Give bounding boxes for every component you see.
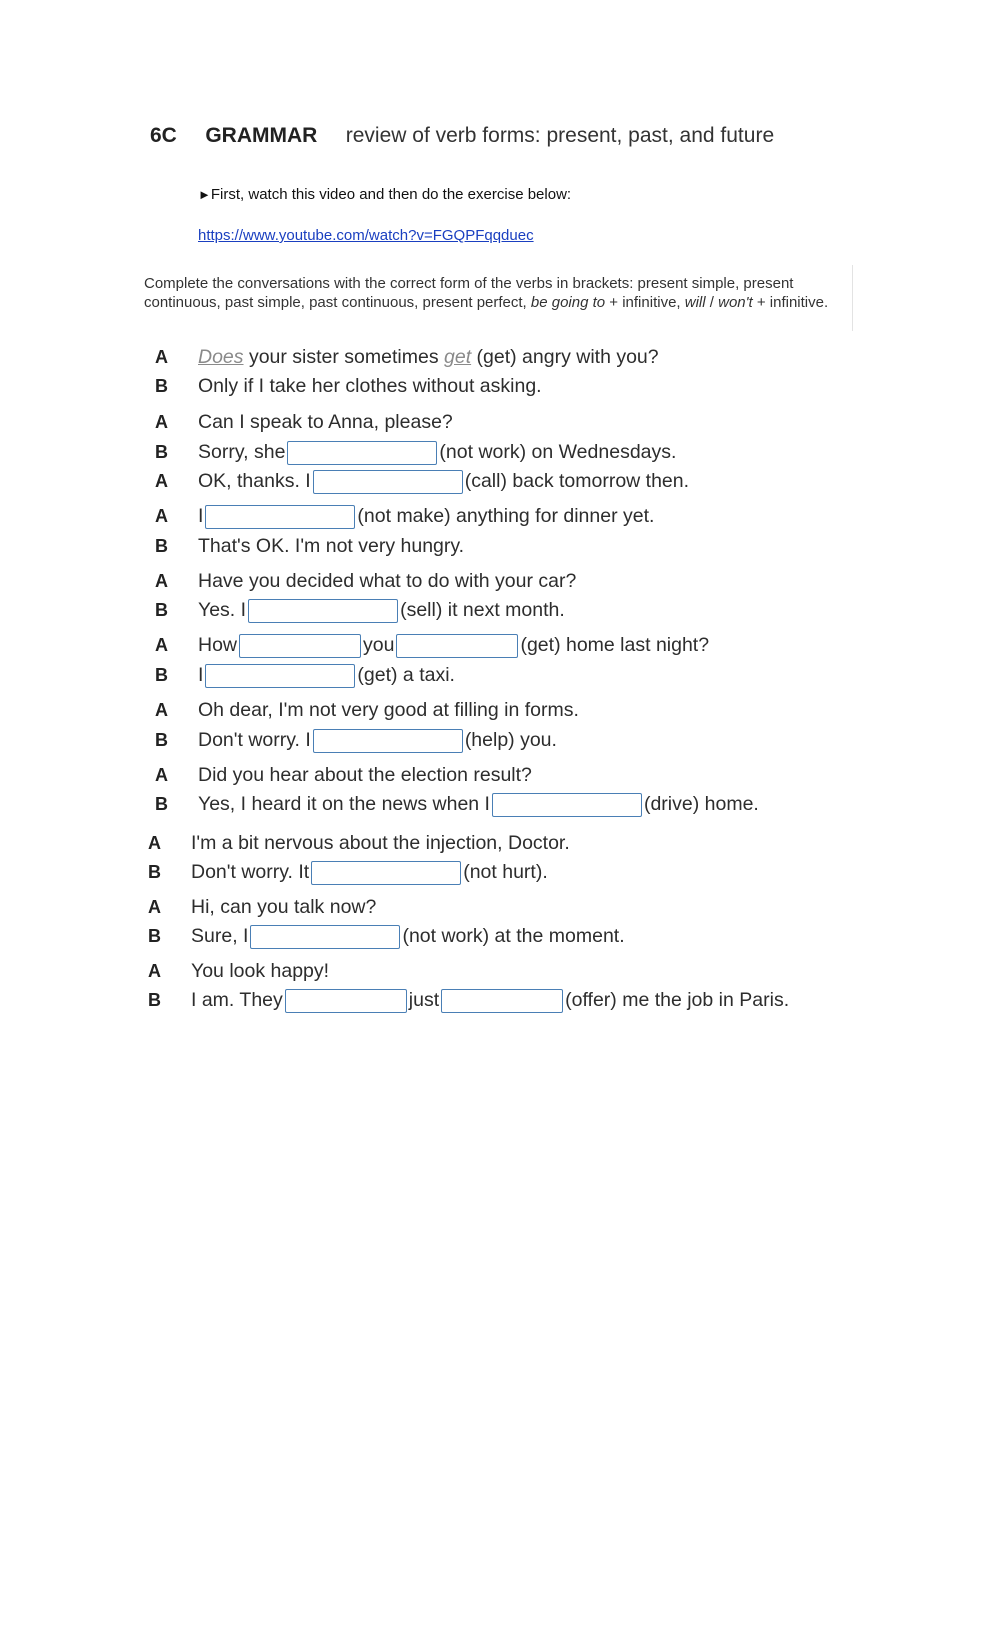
page-subtitle: review of verb forms: present, past, and future [345,124,775,147]
task-instructions: Complete the conversations with the correct form of the verbs in brackets: present simple, present continuous, past simple, past continuous, present perfect, be going to + infinitive, will / won't + infinitive. [144,275,829,311]
speaker-label: B [148,926,161,946]
divider [852,265,853,331]
answer-blank[interactable] [205,664,355,688]
video-instruction [198,186,571,203]
speaker-label: B [155,442,168,462]
play-arrow-icon: ► [198,187,211,202]
speaker-label: A [148,897,161,917]
answer-blank[interactable] [441,989,563,1013]
answer-blank[interactable] [239,634,361,658]
answer-blank[interactable] [287,441,437,465]
answer-blank[interactable] [396,634,518,658]
speaker-label: B [155,665,168,685]
answer-blank[interactable] [313,729,463,753]
speaker-label: A [155,700,168,720]
example-answer: get [444,346,472,368]
speaker-label: B [155,730,168,750]
answer-blank[interactable] [250,925,400,949]
speaker-label: A [148,961,161,981]
speaker-label: B [148,990,161,1010]
speaker-label: B [155,536,168,556]
speaker-label: A [155,471,168,491]
speaker-label: A [155,571,168,591]
unit-number: 6C [150,124,177,147]
answer-blank[interactable] [285,989,407,1013]
example-answer: Does [198,346,244,368]
speaker-label: A [155,506,168,526]
speaker-label: B [148,862,161,882]
speaker-label: A [148,833,161,853]
speaker-label: B [155,794,168,814]
speaker-label: B [155,600,168,620]
speaker-label: A [155,765,168,785]
speaker-label: A [155,412,168,432]
section-title: GRAMMAR [205,124,318,147]
speaker-label: A [155,635,168,655]
video-link[interactable]: https://www.youtube.com/watch?v=FGQPFqqduec [198,227,534,244]
answer-blank[interactable] [311,861,461,885]
answer-blank[interactable] [313,470,463,494]
answer-blank[interactable] [205,505,355,529]
answer-blank[interactable] [492,793,642,817]
speaker-label: A [155,347,168,367]
answer-blank[interactable] [248,599,398,623]
instruction-text: First, watch this video and then do the exercise below: [210,186,572,203]
speaker-label: B [155,376,168,396]
page-header [150,124,774,148]
